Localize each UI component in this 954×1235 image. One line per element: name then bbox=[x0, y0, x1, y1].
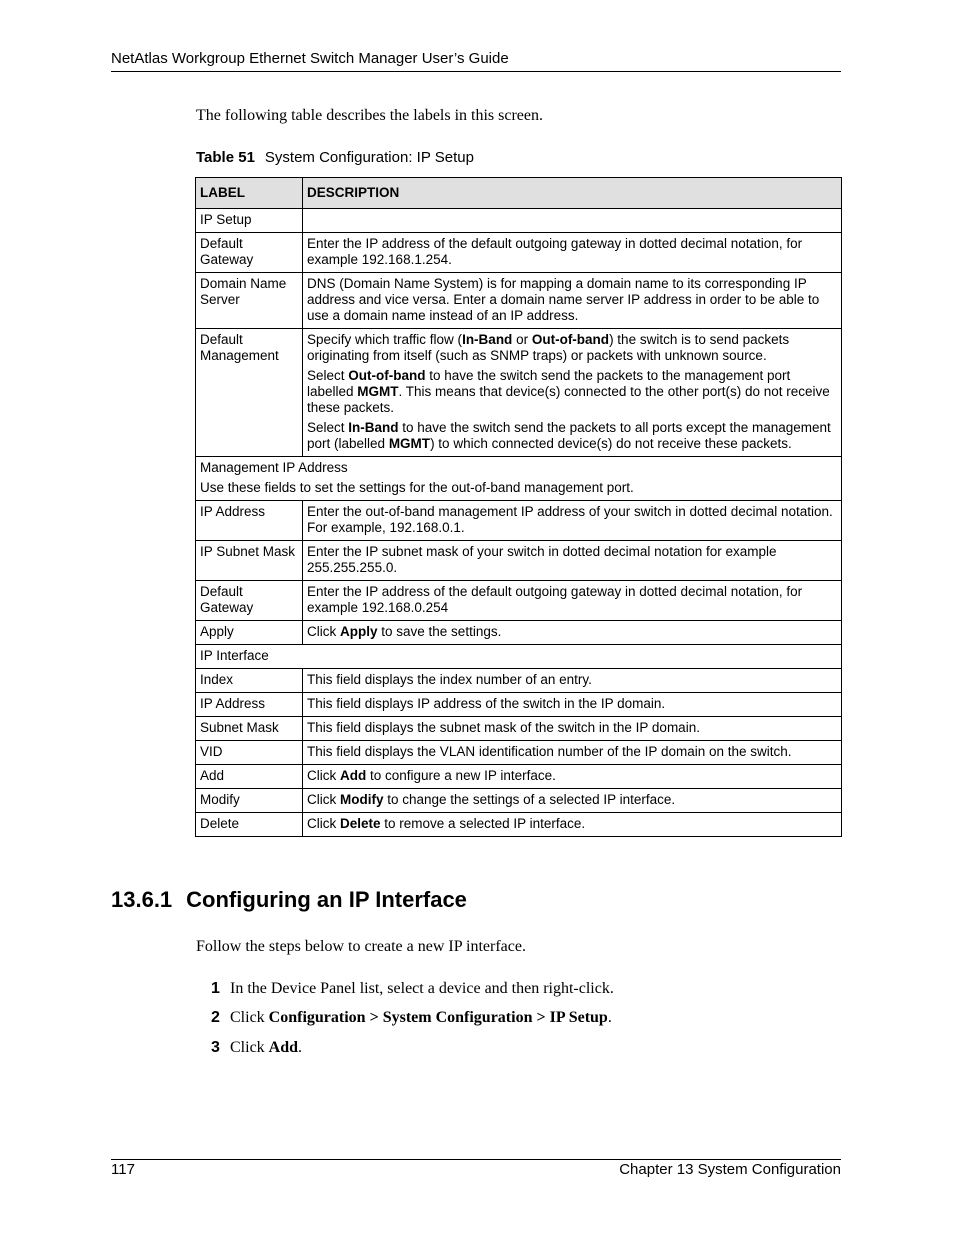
section-row-title: Management IP Address bbox=[200, 460, 348, 475]
table-row bbox=[196, 789, 842, 813]
bold-term: Add bbox=[340, 768, 367, 783]
row-description bbox=[303, 765, 842, 789]
bold-term: Apply bbox=[340, 624, 378, 639]
text-run: or bbox=[512, 332, 532, 347]
section-row-subtitle: Use these fields to set the settings for the out-of-band management port. bbox=[200, 480, 634, 495]
text-run: to have the switch send the packets to all ports except the management port (labelled bbox=[307, 420, 831, 451]
row-label: IP Address bbox=[196, 501, 303, 541]
text-run: Click bbox=[307, 816, 340, 831]
table-row bbox=[196, 209, 842, 233]
text-run: Specify which traffic flow ( bbox=[307, 332, 463, 347]
row-label: Domain Name Server bbox=[196, 273, 303, 329]
row-description: Enter the IP address of the default outgoing gateway in dotted decimal notation, for example 192.168.0.254 bbox=[303, 581, 842, 621]
table-row bbox=[196, 693, 842, 717]
section-row-cell: IP Interface bbox=[196, 645, 842, 669]
row-description: DNS (Domain Name System) is for mapping a domain name to its corresponding IP address and vice versa. Enter a domain name server IP address in order to be able to use a domain name instead of an IP address. bbox=[303, 273, 842, 329]
text-run: Select bbox=[307, 368, 349, 383]
table-section-row bbox=[196, 645, 842, 669]
row-description: This field displays the VLAN identification number of the IP domain on the switch. bbox=[303, 741, 842, 765]
row-label: IP Setup bbox=[196, 209, 303, 233]
ip-setup-table bbox=[195, 177, 842, 837]
table-header-row bbox=[196, 178, 842, 209]
step-text: . bbox=[607, 1009, 612, 1026]
row-description: Enter the IP subnet mask of your switch in dotted decimal notation for example 255.255.255.0. bbox=[303, 541, 842, 581]
text-run: to save the settings. bbox=[377, 624, 502, 639]
row-label: VID bbox=[196, 741, 303, 765]
row-label: Apply bbox=[196, 621, 303, 645]
table-row bbox=[196, 813, 842, 837]
text-run: to have the switch send the packets to the management port labelled bbox=[307, 368, 791, 399]
steps-intro: Follow the steps below to create a new IP interface. bbox=[196, 938, 526, 955]
footer-rule bbox=[111, 1159, 841, 1160]
text-run: Click bbox=[307, 792, 340, 807]
bold-term: In-Band bbox=[462, 332, 513, 347]
table-caption bbox=[196, 149, 474, 166]
step-item bbox=[211, 1009, 612, 1027]
section-title: Configuring an IP Interface bbox=[186, 887, 467, 912]
table-row bbox=[196, 541, 842, 581]
row-label: Default Gateway bbox=[196, 581, 303, 621]
table-section-row bbox=[196, 457, 842, 501]
intro-paragraph: The following table describes the labels in this screen. bbox=[196, 107, 544, 124]
row-description bbox=[303, 813, 842, 837]
row-label: IP Address bbox=[196, 693, 303, 717]
step-text: Click bbox=[230, 1039, 269, 1056]
row-description bbox=[303, 789, 842, 813]
description-paragraph bbox=[307, 420, 837, 452]
row-description bbox=[303, 209, 842, 233]
table-row bbox=[196, 273, 842, 329]
table-row bbox=[196, 581, 842, 621]
description-paragraph bbox=[307, 332, 837, 364]
row-label: Default Management bbox=[196, 329, 303, 457]
text-run: Click bbox=[307, 624, 340, 639]
running-header: NetAtlas Workgroup Ethernet Switch Manager User’s Guide bbox=[111, 50, 509, 67]
row-label: Default Gateway bbox=[196, 233, 303, 273]
text-run: . This means that device(s) connected to the other port(s) do not receive these packets. bbox=[307, 384, 830, 415]
row-label: Index bbox=[196, 669, 303, 693]
row-label: Add bbox=[196, 765, 303, 789]
row-label: Delete bbox=[196, 813, 303, 837]
page-number: 117 bbox=[111, 1161, 135, 1178]
table-row bbox=[196, 233, 842, 273]
text-run: Select bbox=[307, 420, 349, 435]
step-button-name: Add bbox=[268, 1039, 299, 1056]
bold-term: In-Band bbox=[348, 420, 399, 435]
text-run: to remove a selected IP interface. bbox=[380, 816, 586, 831]
section-number: 13.6.1 bbox=[111, 887, 173, 912]
row-description: Enter the out-of-band management IP address of your switch in dotted decimal notation. For example, 192.168.0.1. bbox=[303, 501, 842, 541]
header-description: DESCRIPTION bbox=[303, 178, 842, 209]
bold-term: Modify bbox=[340, 792, 384, 807]
bold-term: Out-of-band bbox=[348, 368, 426, 383]
step-number: 3 bbox=[211, 1039, 220, 1056]
bold-term: MGMT bbox=[388, 436, 431, 451]
bold-term: Out-of-band bbox=[531, 332, 610, 347]
table-row bbox=[196, 741, 842, 765]
row-label: Modify bbox=[196, 789, 303, 813]
table-caption-text: System Configuration: IP Setup bbox=[264, 149, 474, 166]
step-text: In the Device Panel list, select a device and then right-click. bbox=[230, 980, 614, 997]
section-row-cell bbox=[196, 457, 842, 501]
row-label: Subnet Mask bbox=[196, 717, 303, 741]
header-rule bbox=[111, 71, 841, 72]
row-description: This field displays the index number of an entry. bbox=[303, 669, 842, 693]
text-run: Click bbox=[307, 768, 340, 783]
text-run: ) to which connected device(s) do not receive these packets. bbox=[430, 436, 792, 451]
row-description bbox=[303, 329, 842, 457]
table-row bbox=[196, 669, 842, 693]
step-item bbox=[211, 1039, 302, 1057]
chapter-title: Chapter 13 System Configuration bbox=[619, 1161, 841, 1178]
step-text: Click bbox=[230, 1009, 269, 1026]
step-menu-path: Configuration > System Configuration > IP Setup bbox=[268, 1009, 608, 1026]
row-description: This field displays the subnet mask of the switch in the IP domain. bbox=[303, 717, 842, 741]
table-row bbox=[196, 329, 842, 457]
header-label: LABEL bbox=[196, 178, 303, 209]
table-row bbox=[196, 621, 842, 645]
section-heading bbox=[111, 887, 481, 913]
description-paragraph bbox=[307, 368, 837, 416]
text-run: ) the switch is to send packets originating from itself (such as SNMP traps) or packets with unknown source. bbox=[307, 332, 790, 363]
table-caption-label: Table 51 bbox=[196, 149, 255, 166]
table-row bbox=[196, 717, 842, 741]
step-number: 2 bbox=[211, 1009, 220, 1026]
table-row bbox=[196, 501, 842, 541]
text-run: to change the settings of a selected IP interface. bbox=[383, 792, 676, 807]
bold-term: Delete bbox=[340, 816, 381, 831]
step-number: 1 bbox=[211, 980, 220, 997]
row-description: This field displays IP address of the switch in the IP domain. bbox=[303, 693, 842, 717]
row-description bbox=[303, 621, 842, 645]
step-text: . bbox=[298, 1039, 303, 1056]
row-label: IP Subnet Mask bbox=[196, 541, 303, 581]
step-item bbox=[211, 980, 614, 998]
bold-term: MGMT bbox=[357, 384, 399, 399]
table-row bbox=[196, 765, 842, 789]
row-description: Enter the IP address of the default outgoing gateway in dotted decimal notation, for example 192.168.1.254. bbox=[303, 233, 842, 273]
text-run: to configure a new IP interface. bbox=[366, 768, 556, 783]
